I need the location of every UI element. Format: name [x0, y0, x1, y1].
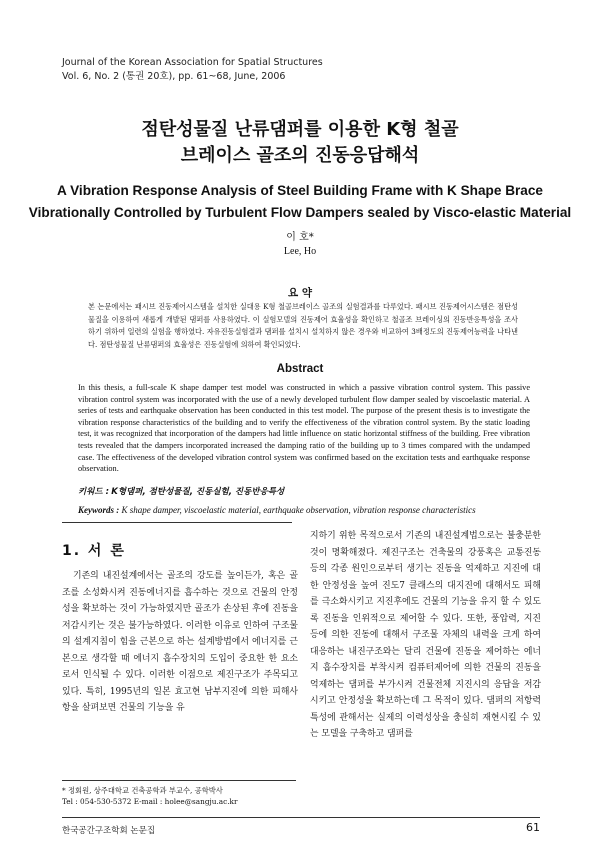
journal-name: Journal of the Korean Association for Spatial Structures — [62, 57, 323, 68]
korean-title — [0, 117, 600, 169]
footnote-divider — [62, 780, 296, 781]
english-title-line-2: Vibrationally Controlled by Turbulent Flow Dampers sealed by Visco-elastic Material — [28, 205, 572, 220]
footnote-contact: Tel : 054-530-5372 E-mail : holee@sangju.ac.kr — [62, 797, 238, 806]
korean-abstract-text: 본 논문에서는 패시브 진동제어시스템을 설치한 실대용 K형 철골브레이스 골조의 실험결과를 다루었다. 패시브 진동제어시스템은 점탄성물질을 이용하여 새롭게 개발된 댐퍼를 사용하였다. 이 실험모델의 진동제어 효율성을 확인하고 철골조 브레이싱의 진동반응특성을 조사하기 위하여 일련의 실험을 행하였다. 자유진동실험결과 댐퍼를 설치시 설치하지 않은 경우와 비교하여 3배정도의 진동제어능력을 나타낸다. 점탄성물질 난류댐퍼의 효율성은 진동실험에 의하여 확인되었다. — [88, 302, 518, 349]
section-title: 1. 서 론 — [62, 543, 126, 559]
keywords-divider — [62, 522, 292, 523]
issue-info: Vol. 6, No. 2 (통권 20호), pp. 61~68, June, 2006 — [62, 71, 286, 82]
keywords-english-label: Keywords : — [78, 505, 120, 515]
journal-header — [62, 56, 542, 84]
body-right-column: 지하기 위한 목적으로서 기존의 내진설계법으로는 불충분한 것이 명확해졌다. 제진구조는 건축물의 강풍혹은 교통진동 등의 각종 원인으로부터 생기는 진동을 억제하고 지진에 대한 안정성을 높여 진도7 클래스의 대지진에 대해서도 피해를 극소화시키고 지진후에도 건물의 기능을 유지 할 수 있도록 진동을 인위적으로 제어할 수 있다. 또한, 풍압력, 지진 등에 의한 진동에 대해서 구조물 자체의 내력을 크게 하여 대응하는 내진구조와는 달리 건물에 진동을 제어하는 에너지 흡수장치를 부착시켜 컴퓨터제어에 의한 건물의 진동을 억제하는 댐퍼를 부가시켜 건물전체 지진시의 응답을 저감시키고 안정성을 확보하는데 그 목적이 있다. 댐퍼의 저항력 특성에 관해서는 실제의 이력성상을 충실히 재현시킬 수 있는 모델을 구축하고 댐퍼를 — [310, 531, 541, 739]
korean-title-line-2: 브레이스 골조의 진동응답해석 — [180, 145, 420, 166]
footer-journal: 한국공간구조학회 논문집 — [62, 826, 156, 836]
english-abstract-heading: Abstract — [276, 363, 324, 375]
korean-title-line-1: 점탄성물질 난류댐퍼를 이용한 K형 철골 — [141, 119, 459, 140]
author-footnote — [62, 785, 302, 807]
body-left-column: 기존의 내진설계에서는 골조의 강도를 높이든가, 혹은 골조를 소성화시켜 진동에너지를 흡수하는 것으로 건물의 안정성을 확보하는 것이 가능하였지만 골조가 손상된 후에 진동을 저감시키는 것은 불가능하였다. 이러한 이유로 인하여 구조물의 설계지침이 힘을 근본으로 하는 설계방법에서 에너지를 근본으로 생각할 때 에너지 흡수장치의 도입이 중요한 한 요소로서 인식될 수 있다. 이러한 이점으로 제진구조가 주목되고 있다. 특히, 1995년의 일본 효고현 남부지진에 의한 피해사항을 살펴보면 건물의 기능을 유 — [62, 571, 298, 713]
keywords-block — [78, 482, 538, 519]
footnote-affiliation: * 정회원, 상주대학교 건축공학과 부교수, 공학박사 — [62, 786, 223, 795]
korean-abstract-heading: 요 약 — [288, 287, 312, 299]
english-title-line-1: A Vibration Response Analysis of Steel Building Frame with K Shape Brace — [57, 183, 543, 198]
page-number: 61 — [526, 821, 540, 834]
author-english: Lee, Ho — [283, 246, 317, 257]
keywords-english — [78, 501, 538, 519]
footer-divider — [62, 817, 540, 818]
authors — [0, 231, 600, 259]
keywords-korean — [78, 482, 538, 501]
english-abstract-text: In this thesis, a full-scale K shape damper test model was constructed in which a passive vibration control system. This passive vibration control system was incorporated with the use of a newly developed turbulent flow damper sealed by viscoelastic material. A series of tests and earthquake observation has been conducted in this test model. The purpose of the present thesis is to investigate the vibration response characteristics of the building and to verify the effectiveness of the vibration control system. By the static loading test, it was recognized that incorporation of the dampers had little influence on static horizontal stiffness of the building. Free vibration tests revealed that the dampers incorporated increased the damping ratio of the building up to 3 times compared with the undamped case. The effectiveness of the developed vibration control system was confirmed based on the excitation tests and earthquake response observation. — [78, 383, 530, 474]
english-title — [0, 180, 600, 224]
author-korean: 이 호* — [286, 232, 314, 243]
keywords-english-text: K shape damper, viscoelastic material, earthquake observation, vibration response characteristics — [121, 505, 476, 515]
keywords-korean-label: 키워드 : — [78, 487, 109, 497]
keywords-korean-text: K형댐퍼, 점탄성물질, 진동실험, 진동반응특성 — [111, 487, 285, 497]
